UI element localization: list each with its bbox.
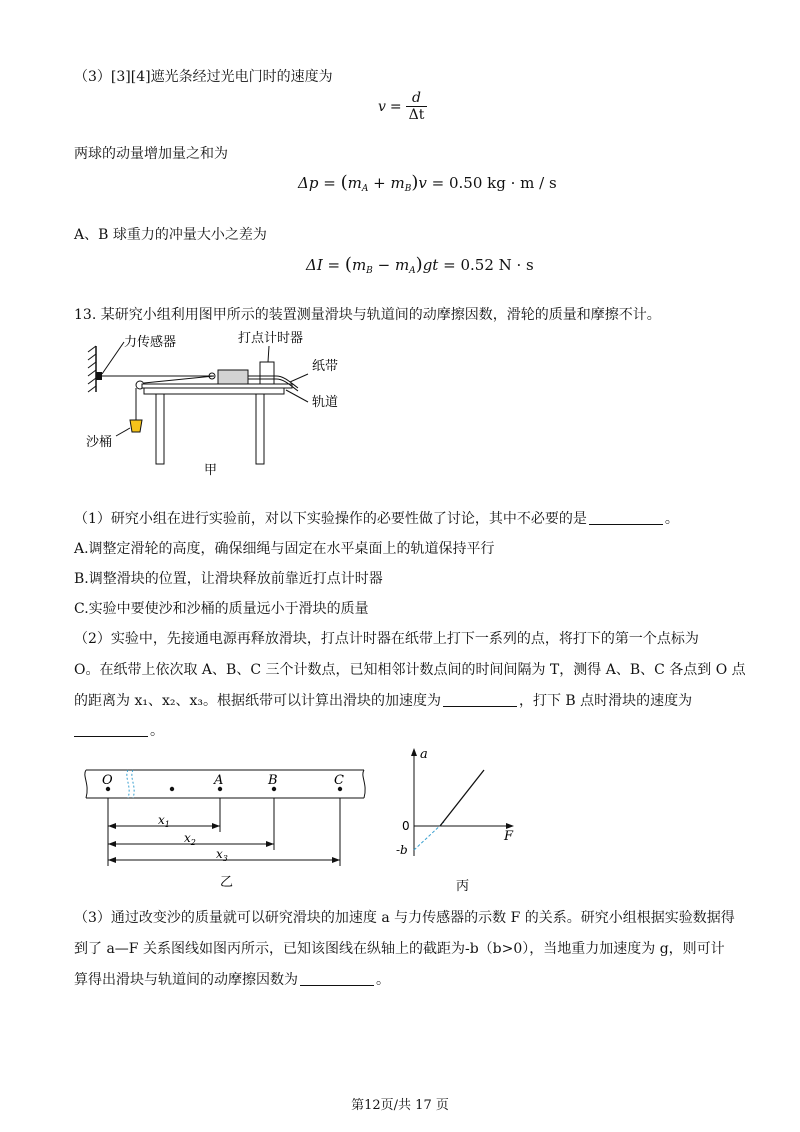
label-x3: $x_3$: [216, 847, 228, 863]
mass-a-sub: A: [409, 266, 416, 276]
wall-hatching: [88, 346, 96, 392]
label-c: C: [334, 773, 344, 788]
paren-close: ): [411, 172, 419, 193]
sand-bucket: [130, 420, 142, 432]
table-leg-left: [156, 394, 164, 464]
paren-open: (: [344, 254, 352, 275]
label-intercept: -b: [396, 843, 408, 857]
figure-jia: [84, 328, 364, 478]
impulse-text: A、B 球重力的冲量大小之差为: [74, 227, 267, 243]
leader-timer: [268, 346, 269, 362]
label-track: 轨道: [312, 395, 339, 410]
label-tape: 纸带: [312, 359, 339, 374]
q3-line2: 到了 a—F 关系图线如图丙所示，已知该图线在纵轴上的截距为-b（b>0），当地重力加速度为 g，则可计: [74, 941, 725, 957]
formula-impulse: [306, 254, 534, 276]
label-f-axis: F: [504, 829, 514, 844]
q2-line1: （2）实验中，先接通电源再释放滑块，打点计时器在纸带上打下一系列的点，将打下的第一个点标为: [74, 631, 699, 647]
label-x1: $x_1$: [158, 813, 170, 829]
formula-p-result: = 0.50 kg · m / s: [431, 174, 557, 192]
label-force-sensor: 力传感器: [124, 335, 177, 350]
option-a: A.调整定滑轮的高度，确保细绳与固定在水平桌面上的轨道保持平行: [74, 541, 495, 557]
formula-i-lhs: ΔI: [306, 256, 323, 274]
label-a-axis: a: [420, 747, 428, 762]
paren-close: ): [415, 254, 423, 275]
formula-p-tail: v: [418, 174, 427, 192]
q3-line3-end: 。: [376, 972, 390, 988]
formula-v-denominator: Δt: [406, 106, 428, 123]
paren-open: (: [340, 172, 348, 193]
table-leg-right: [256, 394, 264, 464]
minus-sign: −: [377, 256, 391, 274]
formula-p-lhs: Δp: [298, 174, 319, 192]
q1-line: [74, 508, 679, 528]
q1-answer-blank[interactable]: [589, 512, 663, 525]
formula-p-eq: =: [323, 174, 336, 192]
caption-jia: 甲: [204, 463, 218, 478]
formula-v-numerator: d: [412, 90, 422, 106]
page-footer: 第12页/共 17 页: [351, 1098, 449, 1113]
mass-a: m: [394, 256, 410, 274]
mass-b-sub: B: [366, 266, 373, 276]
track: [142, 384, 292, 388]
q3-line3-text: 算得出滑块与轨道间的动摩擦因数为: [74, 972, 298, 988]
q2-line3b: ，打下 B 点时滑块的速度为: [518, 693, 693, 709]
label-origin: 0: [402, 819, 410, 833]
caption-yi: 乙: [220, 875, 234, 890]
figure-yi: [80, 762, 370, 890]
q3-line3: [74, 969, 390, 989]
caption-bing: 丙: [456, 879, 470, 892]
formula-i-eq: =: [327, 256, 341, 274]
formula-i-result: = 0.52 N · s: [443, 256, 534, 274]
formula-momentum: [298, 172, 557, 194]
label-b: B: [268, 773, 278, 788]
q2-velocity-blank[interactable]: [74, 724, 148, 737]
formula-v-lhs: v: [378, 98, 386, 115]
option-b: B.调整滑块的位置，让滑块释放前靠近打点计时器: [74, 571, 383, 587]
force-sensor: [96, 372, 102, 380]
mass-a: m: [347, 174, 362, 192]
mass-a-sub: A: [361, 184, 369, 194]
label-bucket: 沙桶: [86, 435, 113, 450]
label-x2: $x_2$: [184, 831, 196, 847]
leader-bucket: [116, 428, 130, 436]
measured-line: [440, 770, 484, 826]
tape-break-right: [132, 770, 134, 798]
point-extra: [170, 787, 174, 791]
part3-header: （3）[3][4]遮光条经过光电门时的速度为: [74, 69, 333, 85]
mass-b-sub: B: [404, 184, 412, 194]
q13-stem: 13. 某研究小组利用图甲所示的装置测量滑块与轨道间的动摩擦因数，滑轮的质量和摩擦不计。: [74, 307, 661, 323]
momentum-sum-text: 两球的动量增加量之和为: [74, 146, 228, 162]
table-top: [144, 388, 284, 394]
label-timer: 打点计时器: [238, 331, 304, 346]
q2-line3a: 的距离为 x₁、x₂、x₃。根据纸带可以计算出滑块的加速度为: [74, 693, 441, 709]
option-c: C.实验中要使沙和沙桶的质量远小于滑块的质量: [74, 601, 369, 617]
q2-line2: O。在纸带上依次取 A、B、C 三个计数点，已知相邻计数点间的时间间隔为 T，测得 A、B、C 各点到 O 点: [74, 662, 746, 678]
q1-end: 。: [664, 511, 679, 527]
leader-tape: [290, 374, 308, 382]
q3-line1: （3）通过改变沙的质量就可以研究滑块的加速度 a 与力传感器的示数 F 的关系。研究小组根据实验数据得: [74, 910, 735, 926]
label-o: O: [102, 773, 113, 788]
formula-v-fraction: [406, 90, 428, 123]
formula-v-eq: =: [389, 98, 402, 115]
leader-force-sensor: [102, 342, 124, 374]
figure-bing: [394, 744, 524, 892]
q2-line4: [74, 720, 164, 740]
tape-break-left: [127, 770, 129, 798]
string-to-pulley: [144, 376, 214, 383]
q3-answer-blank[interactable]: [300, 973, 374, 986]
label-a: A: [214, 773, 224, 788]
tape-left-end: [85, 770, 87, 798]
q2-accel-blank[interactable]: [443, 694, 517, 707]
formula-velocity: [378, 90, 427, 123]
q2-line4-end: 。: [150, 723, 164, 739]
plus-sign: +: [373, 174, 386, 192]
dot-timer: [260, 362, 274, 384]
q2-line3: [74, 690, 692, 710]
leader-track: [286, 390, 308, 402]
mass-b: m: [351, 256, 367, 274]
mass-b: m: [390, 174, 405, 192]
tape-right-end: [363, 770, 365, 798]
formula-i-tail: gt: [422, 256, 439, 274]
a-axis-arrow: [411, 748, 417, 756]
q1-text: （1）研究小组在进行实验前，对以下实验操作的必要性做了讨论，其中不必要的是: [74, 511, 587, 527]
